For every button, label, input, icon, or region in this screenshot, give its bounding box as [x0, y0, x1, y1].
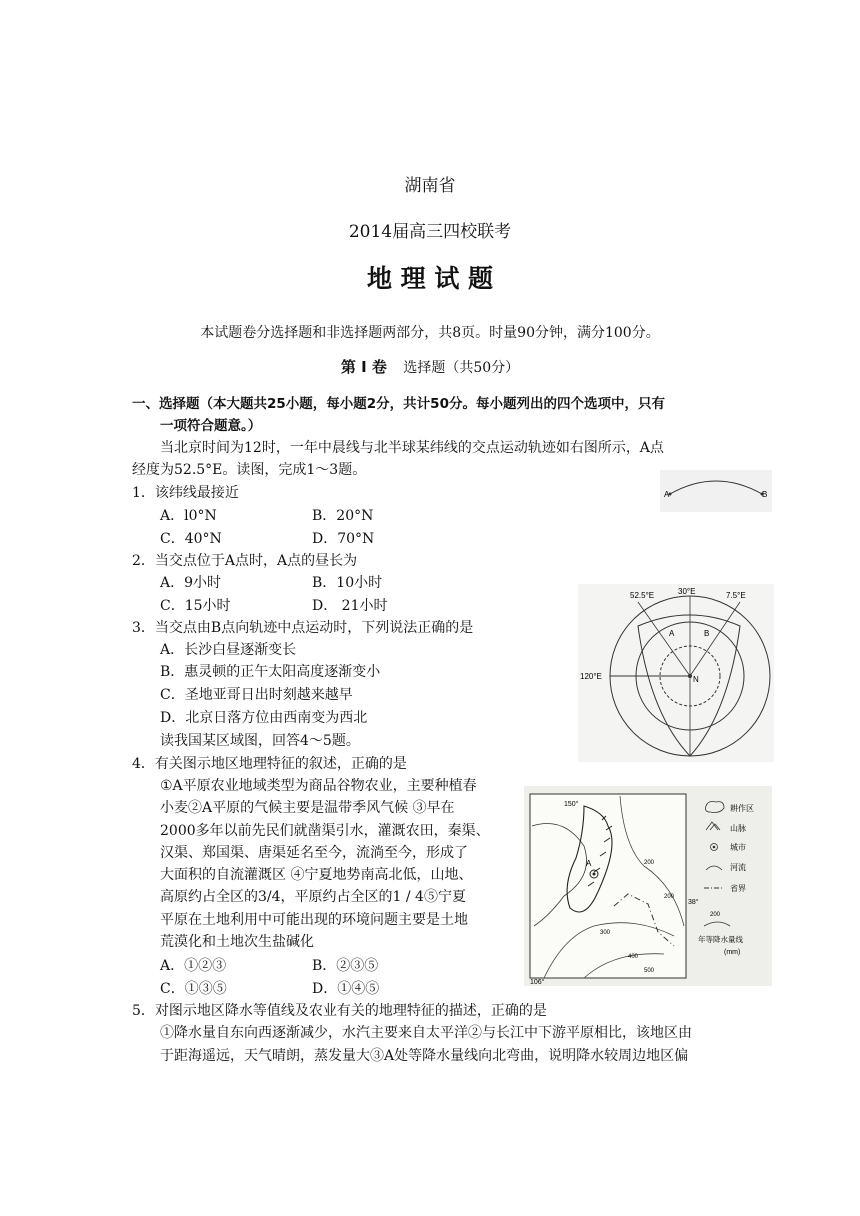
- isohyet-label: 500: [644, 968, 655, 974]
- question-4-text-line: 大面积的自流灌溉区 ④宁夏地势南高北低，山地、: [160, 867, 473, 883]
- legend-mountain-icon: [706, 822, 720, 830]
- question-5-stem: 5．对图示地区降水等值线及农业有关的地理特征的描述，正确的是: [132, 1003, 547, 1019]
- meridian-52-5e: [638, 602, 690, 676]
- legend-river: 河流: [730, 863, 746, 872]
- question-3-stem: 3．当交点由B点向轨迹中点运动时，下列说法正确的是: [132, 620, 474, 636]
- question-5-text-line: ①降水量自东向西逐渐减少，水汽主要来自太平洋②与长江中下游平原相比，该地区由: [160, 1025, 692, 1041]
- question-4-option-d: D．①④⑤: [312, 981, 380, 997]
- volume-heading: [0, 356, 860, 379]
- isohyet-label: 200: [664, 894, 675, 900]
- isohyet-label: 300: [600, 930, 611, 936]
- question-4-text-line: 2000多年以前先民们就凿渠引水，灌溉农田，秦渠、: [160, 823, 490, 839]
- legend-isohyet-icon: [704, 922, 730, 926]
- section-heading: 一、选择题（本大题共25小题，每小题2分，共计50分。每小题列出的四个选项中，只有: [132, 396, 665, 412]
- track-label-a: A: [664, 490, 670, 499]
- map-frame: [530, 794, 686, 978]
- question-4-text-line: 汉渠、郑国渠、唐渠延名至今，流淌至今，形成了: [160, 845, 468, 861]
- question-4-text-line: 荒漠化和土地次生盐碱化: [160, 934, 314, 950]
- question-4-text-line: ①A平原农业地域类型为商品谷物农业，主要种植春: [160, 778, 477, 794]
- question-2-option-d: D． 21小时: [312, 598, 388, 614]
- legend-isohyet: 年等降水量线: [698, 935, 743, 944]
- question-4-option-b: B．②③⑤: [312, 958, 379, 974]
- question-2-stem: 2．当交点位于A点时，A点的昼长为: [132, 553, 358, 569]
- isohyet-label: 200: [644, 860, 655, 866]
- question-1-option-d: D．70°N: [312, 531, 375, 547]
- section-heading-cont: 一项符合题意。）: [160, 418, 262, 434]
- lon-label-7-5e: 7.5°E: [726, 591, 746, 600]
- city-a-dot: [593, 873, 596, 876]
- intro-paragraph-cont: 经度为52.5°E。读图，完成1～3题。: [132, 462, 367, 478]
- lon-label-30e: 30°E: [678, 587, 696, 596]
- question-2-option-a: A．9小时: [160, 575, 222, 591]
- polar-label-a: A: [669, 629, 675, 638]
- question-4-option-c: C．①③⑤: [160, 981, 227, 997]
- north-pole-dot: [688, 674, 692, 678]
- isohyet-label: 400: [628, 954, 639, 960]
- question-2-option-b: B．10小时: [312, 575, 383, 591]
- question-4-stem: 4．有关图示地区地理特征的叙述，正确的是: [132, 756, 407, 772]
- lon-label-120e: 120°E: [580, 672, 602, 681]
- map-lon-bottom: 106°: [530, 979, 545, 986]
- question-3-option-d: D．北京日落方位由西南变为西北: [160, 710, 368, 726]
- province-title: 湖南省: [404, 176, 456, 196]
- map-intro: 读我国某区域图，回答4～5题。: [160, 733, 360, 749]
- map-lon-top: 150°: [564, 801, 579, 808]
- legend-mountain: 山脉: [730, 824, 746, 833]
- legend-boundary: 省界: [730, 884, 746, 893]
- question-4-text-line: 小麦②A平原的气候主要是温带季风气候 ③早在: [160, 800, 455, 816]
- polar-label-b: B: [704, 629, 710, 638]
- question-2-option-c: C．15小时: [160, 598, 231, 614]
- question-3-option-c: C．圣地亚哥日出时刻越来越早: [160, 687, 353, 703]
- intro-paragraph: 当北京时间为12时，一年中晨线与北半球某纬线的交点运动轨迹如右图所示，A点: [160, 440, 664, 456]
- question-4-text-line: 平原在土地利用中可能出现的环境问题主要是土地: [160, 912, 468, 928]
- question-4-text-line: 高原约占全区的3/4，平原约占全区的1 / 4⑤宁夏: [160, 889, 466, 905]
- question-5-text-line: 于距海遥远，天气晴朗，蒸发量大③A处等降水量线向北弯曲，说明降水较周边地区偏: [160, 1048, 689, 1064]
- question-1-stem: 1．该纬线最接近: [132, 485, 239, 501]
- question-1-option-a: A．l0°N: [160, 508, 217, 524]
- exam-title: 2014届高三四校联考: [348, 222, 512, 242]
- question-1-option-b: B．20°N: [312, 508, 374, 524]
- legend-isohyet-unit: (mm): [724, 949, 741, 956]
- map-lat: 38°: [688, 899, 699, 906]
- track-arc: [670, 481, 762, 494]
- map-point-a: A: [586, 859, 592, 868]
- polar-label-n: N: [693, 675, 699, 684]
- page-title: 地 理 试 题: [366, 264, 494, 293]
- legend-isohyet-value: 200: [710, 912, 721, 918]
- question-4-option-a: A．①②③: [160, 958, 227, 974]
- volume-number: 第 Ⅰ 卷: [340, 358, 387, 376]
- question-3-option-b: B．惠灵顿的正午太阳高度逐渐变小: [160, 664, 381, 680]
- regional-map: [524, 786, 772, 986]
- track-figure: [660, 470, 772, 512]
- lon-label-52-5e: 52.5°E: [630, 591, 655, 600]
- track-label-b: B: [762, 490, 768, 499]
- exam-notice: 本试题卷分选择题和非选择题两部分，共8页。时量90分钟，满分100分。: [200, 325, 660, 341]
- question-1-option-c: C．40°N: [160, 531, 222, 547]
- legend-river-icon: [706, 866, 722, 870]
- question-3-option-a: A．长沙白昼逐渐变长: [160, 642, 297, 658]
- legend-farm-icon: [706, 802, 725, 813]
- legend-city: 城市: [730, 843, 746, 852]
- polar-diagram: [578, 584, 774, 762]
- legend-farm: 耕作区: [730, 804, 754, 813]
- volume-description: 选择题（共50分）: [403, 360, 520, 376]
